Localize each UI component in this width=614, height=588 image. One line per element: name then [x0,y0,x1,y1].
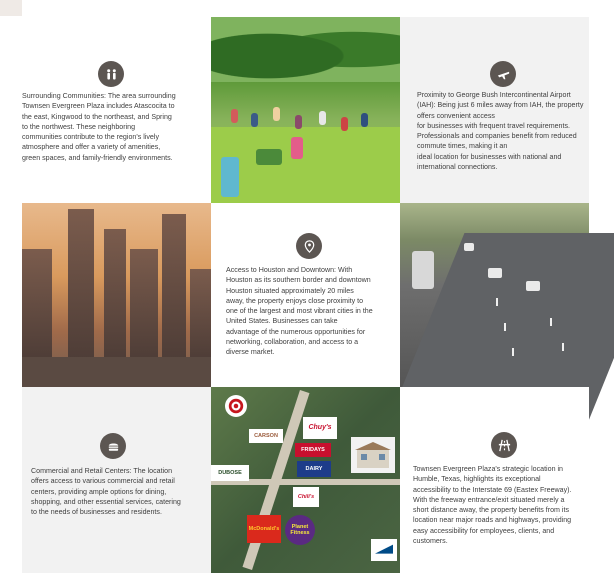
carson-logo: CARSON [249,429,283,443]
mcdonalds-logo: McDonald's [247,515,281,543]
surrounding-communities-panel [22,17,211,203]
planet-fitness-logo: Planet Fitness [285,515,315,545]
dairy-logo: DAIRY [297,461,331,477]
location-pin-icon [296,233,322,259]
family-icon [98,61,124,87]
airport-panel [400,17,589,203]
target-logo [225,395,247,417]
freeway-text: Townsen Evergreen Plaza's strategic location in Humble, Texas, highlights its exceptional accessibility to the Interstate 69 (Eastex Freeway). With the freeway entrance/exit situated merely a short distance away, the property benefits from its location near major roads and highways, providing easy accessibility for employees, clients, and customers. [413,465,572,546]
usps-logo [371,539,397,561]
houston-skyline-photo [22,203,211,387]
building-image [351,437,395,473]
surrounding-communities-text: Surrounding Communities: The area surrounding Townsen Evergreen Plaza includes Atascocita to the east, Kingwood to the northeast, and Spring to the northwest. These neighboring communities contribute to the region's lively atmosphere and offer a variety of amenities, green spaces, and family-friendly environments. [22,92,176,162]
dubose-logo: DUBOSE [211,465,249,481]
chuys-logo: Chuy's [303,417,337,439]
airplane-icon [490,61,516,87]
burger-icon [100,433,126,459]
freeway-panel [400,387,589,573]
airport-text: Proximity to George Bush Intercontinental Airport (IAH): Being just 6 miles away from IAH, the property offers convenient access for businesses with frequent travel requirements. Professionals and companies benefit from reduced commute times, making it an ideal location for businesses with national and international connections. [417,91,584,172]
corner-tab [0,0,22,16]
retail-map-photo [211,387,400,573]
highway-photo [400,203,589,387]
park-photo [211,17,400,203]
downtown-panel [211,203,400,387]
fridays-logo: FRIDAYS [295,443,331,457]
chilis-logo: Chili's [293,487,319,507]
downtown-text: Access to Houston and Downtown: With Houston as its southern border and downtown Houston situated approximately 20 miles away, the property enjoys close proximity to one of the largest and most vibrant cities in the United States. Businesses can take advantage of the numerous opportunities for networking, collaboration, and access to a diverse market. [226,266,373,357]
highway-icon [491,432,517,458]
retail-panel [22,387,211,573]
retail-text: Commercial and Retail Centers: The location offers access to various commercial and retail centers, providing ample options for dining, shopping, and other essential services, catering to the needs of businesses and residents. [31,467,181,517]
